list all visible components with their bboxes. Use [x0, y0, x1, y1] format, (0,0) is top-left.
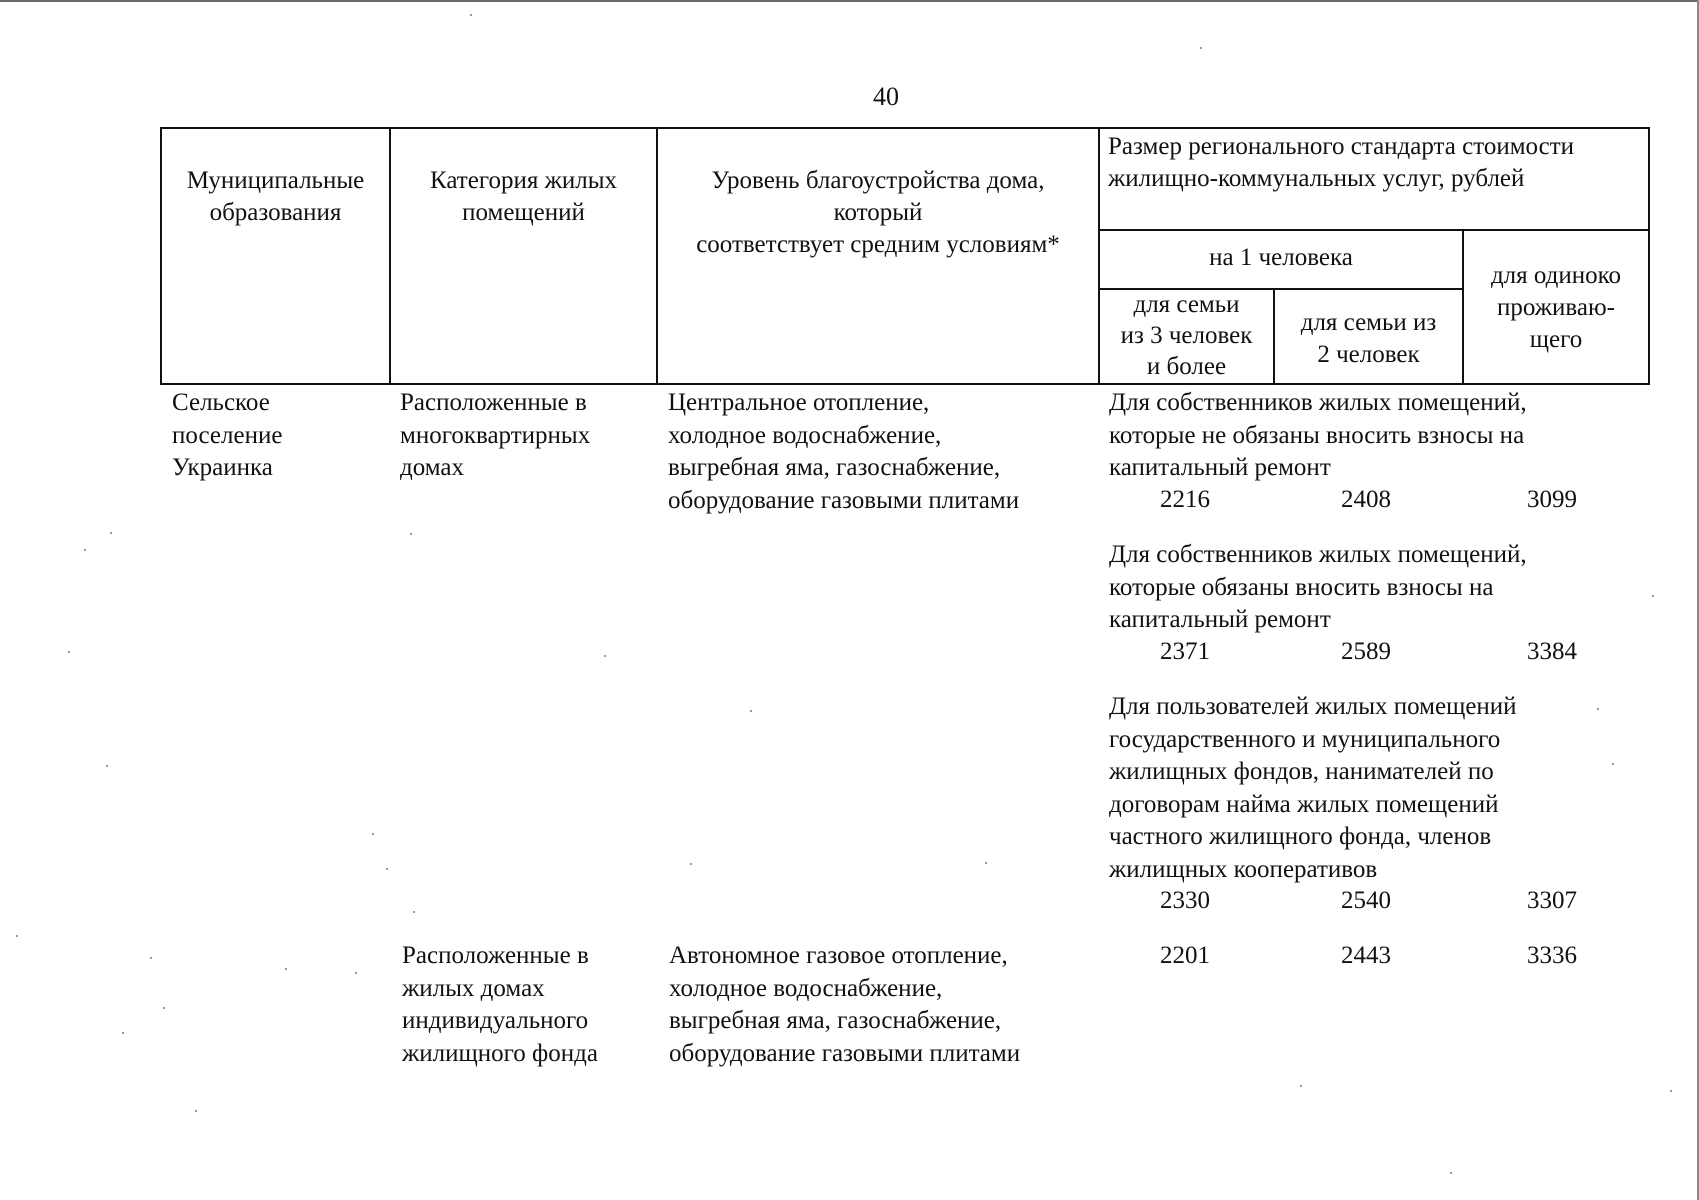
header-rule-1	[1098, 229, 1648, 231]
scan-speck	[150, 957, 152, 959]
scan-speck	[163, 1007, 165, 1009]
scan-speck	[355, 972, 357, 974]
scan-speck	[985, 862, 987, 864]
scan-speck	[750, 710, 752, 712]
row1-group3-family2-value: 2540	[1341, 887, 1391, 914]
scan-speck	[1200, 47, 1202, 49]
scan-speck	[1652, 595, 1654, 597]
row1-group3-family3-value: 2330	[1160, 887, 1210, 914]
row1-group1-family3-value: 2216	[1160, 486, 1210, 513]
scan-speck	[470, 14, 472, 16]
scan-speck	[1670, 1090, 1672, 1092]
page-number: 40	[873, 82, 899, 111]
header-category: Категория жилых помещений	[430, 167, 617, 226]
header-comfort-level: Уровень благоустройства дома, который соответствует средним условиям*	[696, 167, 1060, 258]
row2-category: Расположенные в жилых домах индивидуального жилищного фонда	[402, 942, 598, 1067]
scan-speck	[386, 868, 388, 870]
scan-speck	[1612, 763, 1614, 765]
row1-group2-label: Для собственников жилых помещений, которые обязаны вносить взносы на капитальный ремонт	[1109, 541, 1527, 633]
row1-group2-single-value: 3384	[1527, 638, 1577, 665]
row1-group2-family2-value: 2589	[1341, 638, 1391, 665]
row2-single-value: 3336	[1527, 942, 1577, 969]
header-family-3: для семьи из 3 человек и более	[1120, 291, 1253, 380]
scan-speck	[604, 655, 606, 657]
row1-group1-family2-value: 2408	[1341, 486, 1391, 513]
scan-speck	[1597, 708, 1599, 710]
scan-speck	[413, 911, 415, 913]
row1-comfort: Центральное отопление, холодное водоснабжение, выгребная яма, газоснабжение, оборудование газовыми плитами	[668, 389, 1020, 514]
row2-family2-value: 2443	[1341, 942, 1391, 969]
scan-speck	[1450, 1172, 1452, 1174]
scan-speck	[195, 1110, 197, 1112]
row1-group2-family3-value: 2371	[1160, 638, 1210, 665]
scan-speck	[84, 549, 86, 551]
header-family-2: для семьи из 2 человек	[1300, 309, 1437, 368]
scan-speck	[285, 968, 287, 970]
scan-speck	[690, 863, 692, 865]
row1-group3-label: Для пользователей жилых помещений государственного и муниципального жилищных фондов, нанимателей по договорам найма жилых помещений частного жилищного фонда, членов жилищных кооперативов	[1109, 693, 1517, 883]
table-header	[160, 127, 1650, 385]
row2-comfort: Автономное газовое отопление, холодное водоснабжение, выгребная яма, газоснабжение, оборудование газовыми плитами	[669, 942, 1021, 1067]
scan-speck	[68, 651, 70, 653]
scan-speck	[16, 935, 18, 937]
scan-speck	[1300, 1085, 1302, 1087]
header-municipal: Муниципальные образования	[186, 167, 365, 226]
header-per-person: на 1 человека	[1209, 244, 1353, 271]
row1-category: Расположенные в многоквартирных домах	[400, 389, 591, 481]
row1-municipality: Сельское поселение Украинка	[172, 389, 283, 481]
scan-speck	[106, 765, 108, 767]
header-regional-standard: Размер регионального стандарта стоимости жилищно-коммунальных услуг, рублей	[1108, 133, 1575, 192]
row1-group3-single-value: 3307	[1527, 887, 1577, 914]
row2-family3-value: 2201	[1160, 942, 1210, 969]
scan-speck	[110, 532, 112, 534]
page-top-edge	[0, 0, 1699, 2]
header-single: для одиноко проживаю- щего	[1490, 262, 1622, 353]
scan-speck	[372, 833, 374, 835]
row1-group1-label: Для собственников жилых помещений, которые не обязаны вносить взносы на капитальный ремонт	[1109, 389, 1527, 481]
row1-group1-single-value: 3099	[1527, 486, 1577, 513]
scan-speck	[122, 1032, 124, 1034]
scan-speck	[410, 533, 412, 535]
